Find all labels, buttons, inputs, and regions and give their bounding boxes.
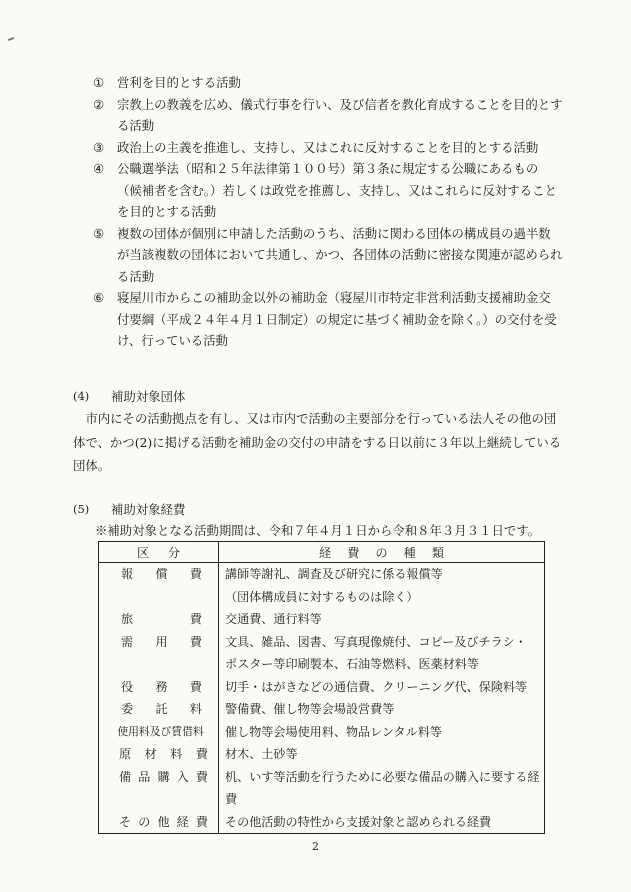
list-item bbox=[93, 223, 563, 288]
list-item-text: 政治上の主義を推進し、支持し、又はこれに反対することを目的とする活動 bbox=[117, 139, 539, 155]
category-char: 費 bbox=[189, 567, 202, 581]
expense-category-cell bbox=[99, 676, 219, 699]
section-4-heading bbox=[73, 386, 563, 407]
list-item bbox=[93, 137, 563, 159]
section-5 bbox=[73, 499, 563, 520]
header-category bbox=[99, 542, 219, 563]
list-item-number: ③ bbox=[93, 139, 105, 155]
category-char: 務 bbox=[155, 679, 168, 694]
section-5-title: 補助対象経費 bbox=[111, 502, 186, 517]
table-row bbox=[99, 766, 545, 811]
table-row bbox=[99, 563, 545, 586]
expense-category-cell bbox=[99, 721, 219, 744]
table-row bbox=[99, 811, 545, 834]
expense-category bbox=[99, 811, 218, 834]
list-item bbox=[93, 72, 563, 94]
list-item bbox=[93, 287, 563, 352]
category-char: 費 bbox=[189, 634, 202, 649]
list-item-text: 公職選挙法（昭和２５年法律第１００号）第３条に規定する公職にあるもの（候補者を含む。）若しくは政党を推薦し、支持し、又はこれらに反対することを目的とする活動 bbox=[117, 161, 557, 219]
expense-category-cell bbox=[99, 631, 219, 676]
category-char: 報 bbox=[121, 567, 134, 581]
expense-category-cell bbox=[99, 766, 219, 811]
header-expense-type bbox=[219, 542, 545, 563]
category-char: 償 bbox=[155, 567, 168, 581]
expense-category bbox=[99, 608, 218, 631]
category-char: の bbox=[138, 814, 151, 829]
category-char: 品 bbox=[138, 769, 151, 784]
list-item-number: ⑤ bbox=[93, 225, 105, 241]
expense-description: 催し物等会場使用料、物品レンタル料等 bbox=[225, 724, 442, 739]
section-4-number: (4) bbox=[73, 389, 90, 403]
header-char: 種 bbox=[403, 545, 416, 560]
section-4-title: 補助対象団体 bbox=[111, 389, 186, 404]
section-4 bbox=[73, 386, 563, 478]
expense-description: （団体構成員に対するものは除く） bbox=[225, 589, 419, 604]
category-char: 料 bbox=[189, 702, 202, 716]
section-5-number: (5) bbox=[73, 502, 90, 516]
list-item bbox=[93, 94, 563, 137]
header-char: の bbox=[375, 545, 388, 560]
category-char: そ bbox=[119, 814, 132, 829]
header-char: 経 bbox=[319, 545, 332, 560]
list-item-number: ② bbox=[93, 96, 105, 112]
expense-description: 机、いす等活動を行うために必要な備品の購入に要する経費 bbox=[225, 769, 540, 806]
category-char: 原 bbox=[119, 747, 132, 761]
table-row bbox=[99, 676, 545, 699]
expense-description: 交通費、通行料等 bbox=[225, 612, 322, 626]
category-char: 費 bbox=[195, 814, 208, 829]
expense-category bbox=[99, 721, 218, 744]
table-row bbox=[99, 631, 545, 654]
expense-description: 講師等謝礼、調査及び研究に係る報償等 bbox=[225, 567, 443, 581]
category-char: 経 bbox=[176, 814, 189, 829]
category-char: 費 bbox=[189, 679, 202, 694]
category-char: 旅 bbox=[121, 612, 134, 626]
expense-description: ポスター等印刷製本、石油等燃料、医薬材料等 bbox=[225, 657, 479, 671]
expense-category bbox=[99, 676, 218, 699]
expense-description: 警備費、催し物等会場設営費等 bbox=[225, 702, 395, 716]
section-5-heading bbox=[73, 499, 563, 520]
expense-category-cell bbox=[99, 811, 219, 834]
expense-category-cell bbox=[99, 743, 219, 766]
table-row bbox=[99, 608, 545, 631]
expense-category bbox=[99, 766, 218, 789]
category-char: 購 bbox=[157, 769, 170, 784]
expense-description: 材木、土砂等 bbox=[225, 747, 298, 761]
expense-description: その他活動の特性から支援対象と認められる経費 bbox=[225, 814, 492, 829]
expense-category-cell bbox=[99, 698, 219, 721]
header-char: 類 bbox=[431, 545, 444, 560]
expense-category bbox=[99, 698, 218, 721]
table-header-row bbox=[99, 542, 545, 563]
category-char: 費 bbox=[195, 769, 208, 784]
page-number: 2 bbox=[312, 840, 319, 853]
list-item-number: ① bbox=[93, 75, 105, 90]
table-row bbox=[99, 721, 545, 744]
list-item-text: 寝屋川市からこの補助金以外の補助金（寝屋川市特定非営利活動支援補助金交付要綱（平成２４年４月１日制定）の規定に基づく補助金を除く。）の交付を受け、行っている活動 bbox=[117, 290, 557, 348]
category-char: 用 bbox=[155, 634, 168, 649]
header-char: 費 bbox=[347, 545, 360, 560]
section-4-body: 市内にその活動拠点を有し、又は市内で活動の主要部分を行っている法人その他の団体で、かつ(2)に掲げる活動を補助金の交付の申請をする日以前に３年以上継続している団体。 bbox=[73, 411, 562, 473]
table-row bbox=[99, 743, 545, 766]
category-char: 費 bbox=[189, 612, 202, 626]
table-row bbox=[99, 698, 545, 721]
category-char: 役 bbox=[121, 679, 134, 694]
category-char: 他 bbox=[157, 814, 170, 829]
scan-artifact bbox=[8, 37, 14, 41]
category-char: 託 bbox=[155, 702, 168, 716]
expense-description: 文具、雑品、図書、写真現像焼付、コピー及びチラシ・ bbox=[225, 634, 527, 649]
list-item bbox=[93, 158, 563, 223]
header-char: 分 bbox=[167, 545, 180, 560]
activity-period-note: ※補助対象となる活動期間は、令和７年４月１日から令和８年３月３１日です。 bbox=[95, 523, 541, 538]
expense-category bbox=[99, 743, 218, 766]
category-char: 料 bbox=[170, 747, 183, 761]
list-item-text: 営利を目的とする活動 bbox=[117, 75, 241, 90]
category-char: 需 bbox=[121, 634, 134, 649]
category-char: 備 bbox=[119, 769, 132, 784]
excluded-activities-list bbox=[93, 72, 563, 352]
expense-category bbox=[99, 631, 218, 654]
list-item-text: 複数の団体が個別に申請した活動のうち、活動に関わる団体の構成員の過半数が当該複数の団体において共通し、かつ、各団体の活動に密接な関連が認められる活動 bbox=[117, 225, 563, 284]
category-char: 材 bbox=[144, 747, 157, 761]
list-item-number: ⑥ bbox=[93, 290, 105, 305]
expense-category bbox=[99, 563, 218, 586]
list-item-number: ④ bbox=[93, 161, 105, 176]
header-char: 区 bbox=[137, 545, 150, 560]
expense-category-cell bbox=[99, 563, 219, 609]
category-char: 入 bbox=[176, 769, 189, 784]
category-char: 使用料及び賃借料 bbox=[117, 724, 204, 738]
eligible-expenses-table bbox=[98, 541, 545, 834]
expense-category-cell bbox=[99, 608, 219, 631]
category-char: 委 bbox=[121, 702, 134, 716]
category-char: 費 bbox=[195, 747, 208, 761]
list-item-text: 宗教上の教義を広め、儀式行事を行い、及び信者を教化育成することを目的とする活動 bbox=[117, 96, 563, 133]
expense-description: 切手・はがきなどの通信費、クリーニング代、保険料等 bbox=[225, 679, 528, 694]
